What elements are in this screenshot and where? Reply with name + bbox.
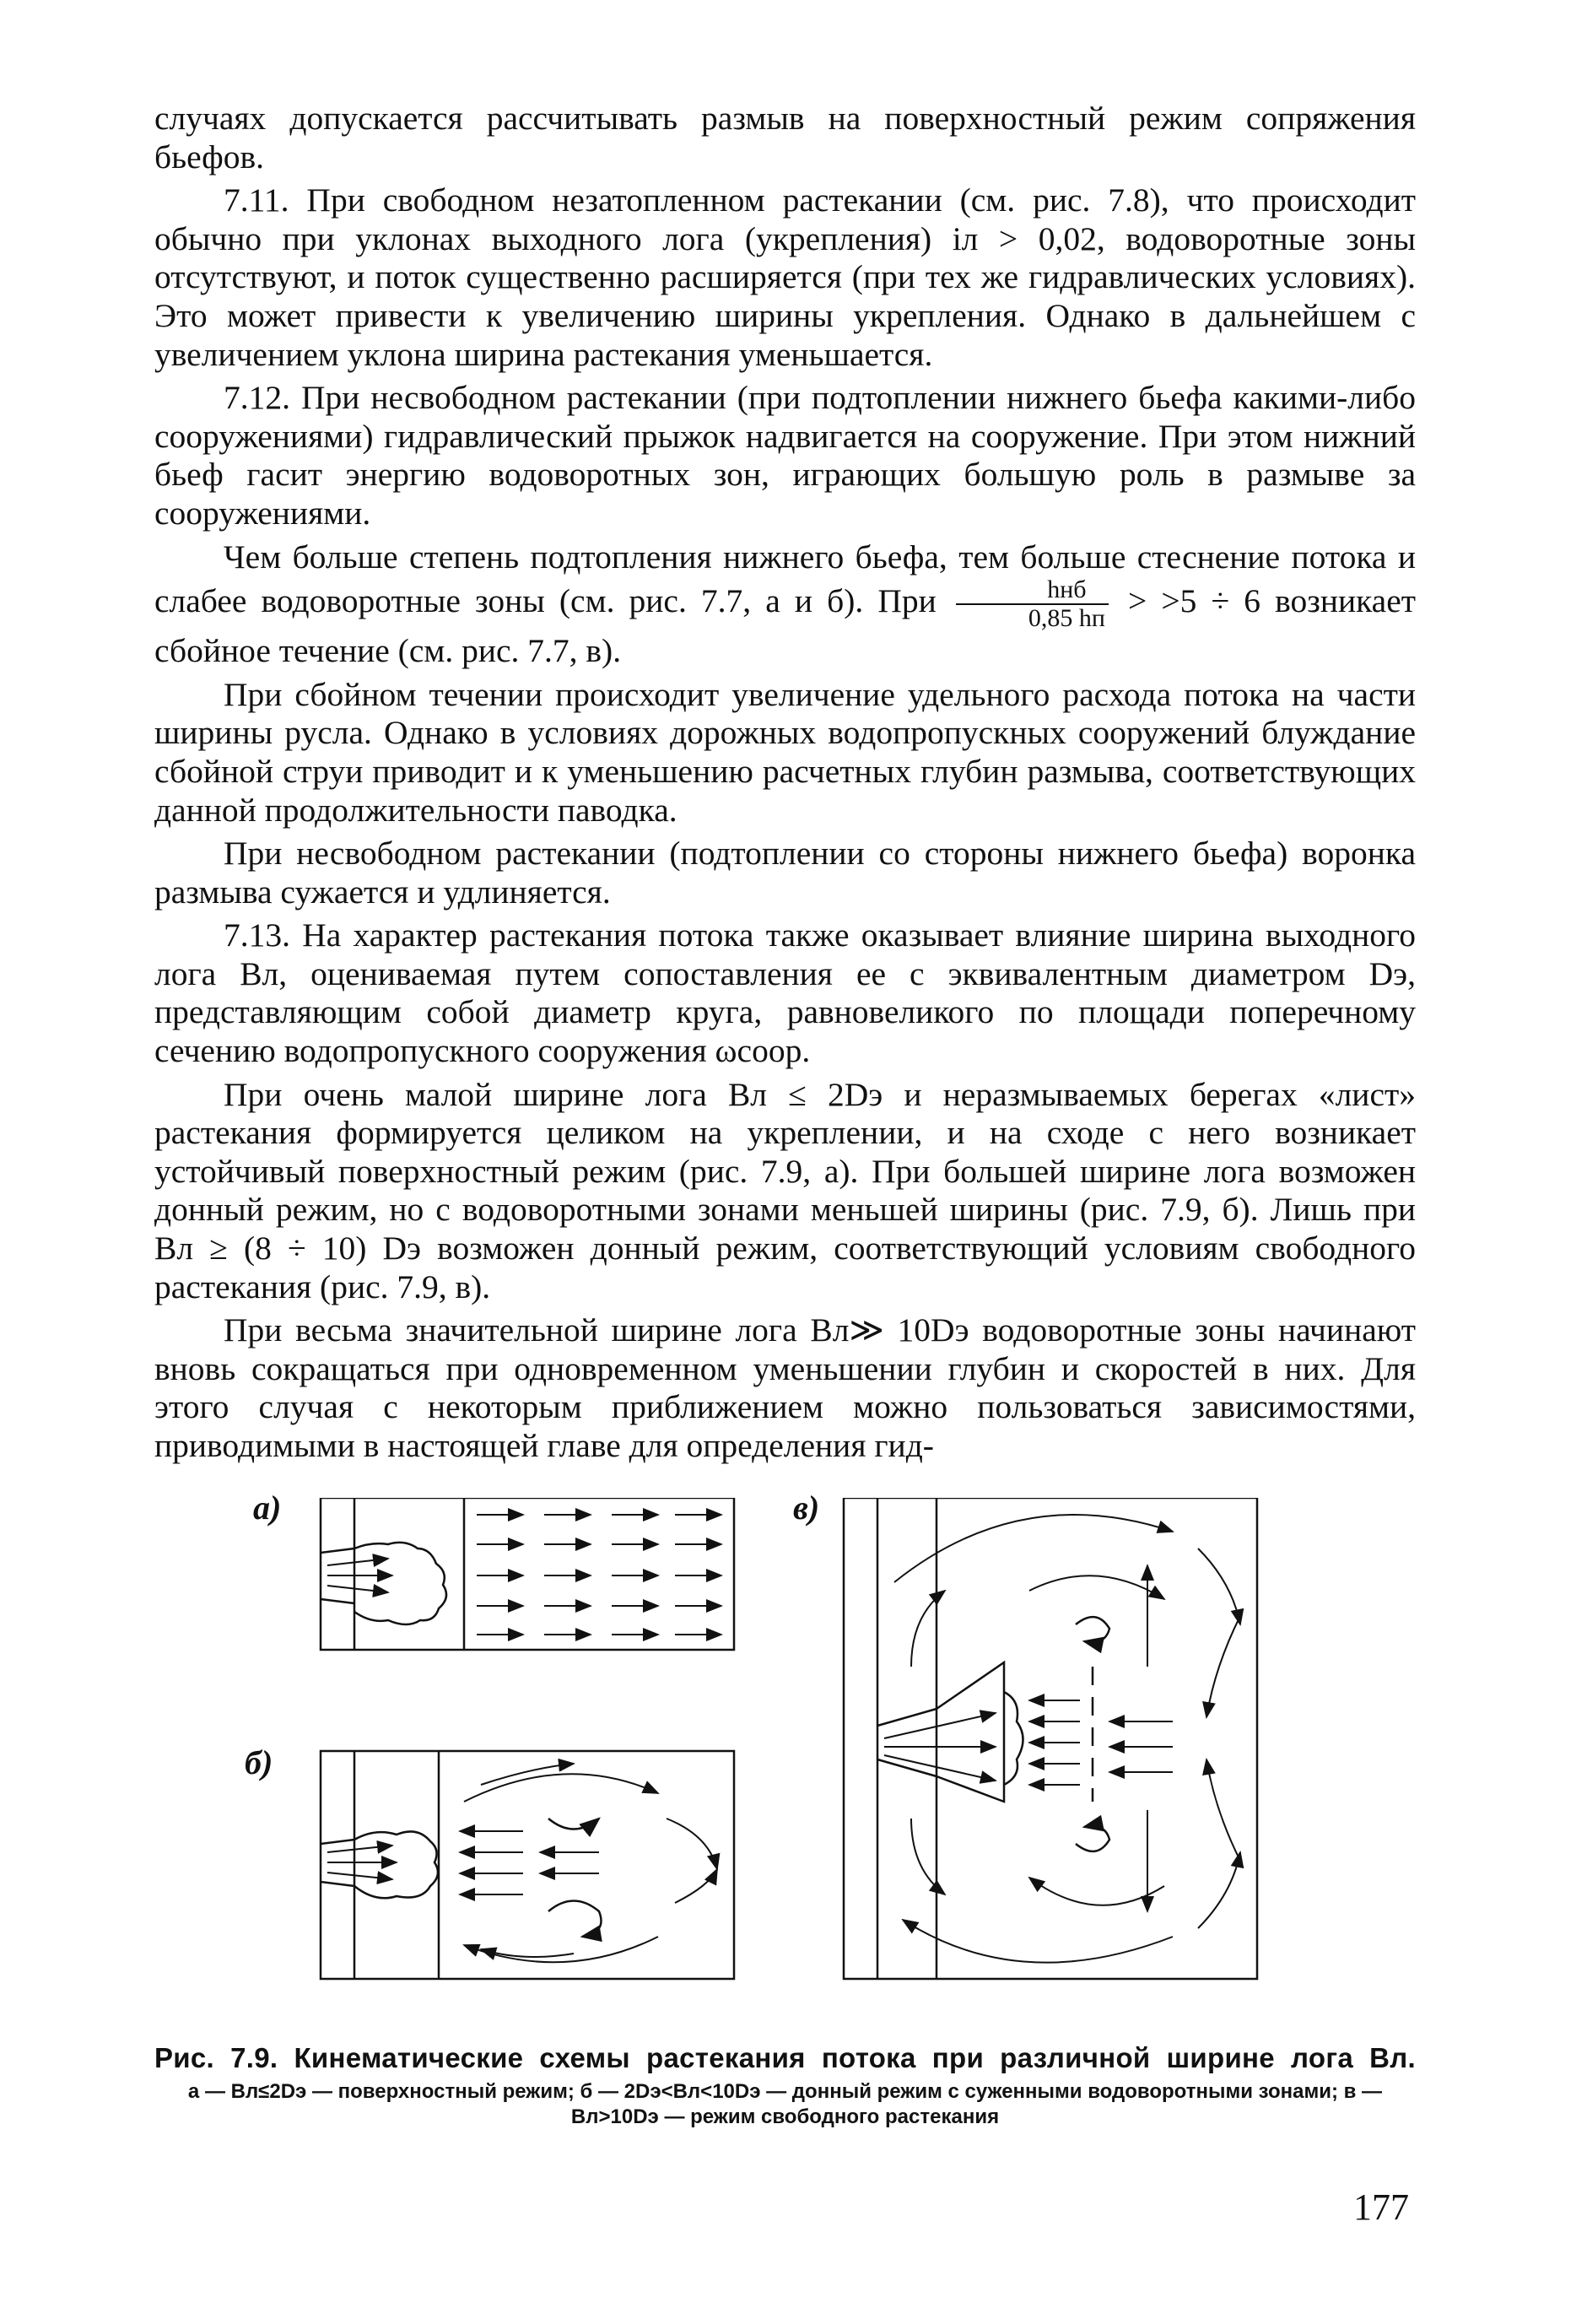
- figure-7-9: [245, 1489, 1266, 1996]
- paragraph: 7.13. На характер растекания потока также оказывает влияние ширина выходного лога Bл, оцениваемая путем сопоставления ее с эквивалентным диаметром Dэ, представляющим собой диаметр круга, равновеликого по площади поперечному сечению водопропускного сооружения ωсоор.: [154, 916, 1416, 1070]
- figure-diagram: [270, 1498, 1266, 1996]
- paragraph: При очень малой ширине лога Bл ≤ 2Dэ и неразмываемых берегах «лист» растекания формируется целиком на укреплении, и на сходе с него возникает устойчивый поверхностный режим (рис. 7.9, а). При большей ширине лога возможен донный режим, но с водоворотными зонами меньшей ширины (рис. 7.9, б). Лишь при Bл ≥ (8 ÷ 10) Dэ возможен донный режим, соответствующий условиям свободного растекания (рис. 7.9, в).: [154, 1075, 1416, 1305]
- fraction-numerator: hнб: [956, 576, 1109, 605]
- paragraph: При весьма значительной ширине лога Bл≫ 10Dэ водоворотные зоны начинают вновь сокращаться при одновременном уменьшении глубин и скоростей в них. Для этого случая с некоторым приближением можно пользоваться зависимостями, приводимыми в настоящей главе для определения гид-: [154, 1311, 1416, 1464]
- page-number: 177: [1353, 2186, 1409, 2228]
- diagram-b: [321, 1751, 734, 1979]
- label-a: а): [253, 1489, 282, 1527]
- paragraph: При сбойном течении происходит увеличение удельного расхода потока на части ширины русла. Однако в условиях дорожных водопропускных сооружений блуждание сбойной струи приводит и к уменьшению расчетных глубин размыва, соответствующих данной продолжительности паводка.: [154, 675, 1416, 829]
- paragraph: 7.12. При несвободном растекании (при подтоплении нижнего бьефа какими-либо сооружениями) гидравлический прыжок надвигается на сооружение. При этом нижний бьеф гасит энергию водоворотных зон, играющих большую роль в размыве за сооружениями.: [154, 379, 1416, 532]
- label-c: в): [793, 1489, 820, 1527]
- caption-legend: а — Bл≤2Dэ — поверхностный режим; б — 2Dэ<Bл<10Dэ — донный режим с суженными водоворотными зонами; в — Bл>10Dэ — режим свободного растекания: [187, 2080, 1383, 2128]
- paragraph: 7.11. При свободном незатопленном растекании (см. рис. 7.8), что происходит обычно при уклонах выходного лога (укрепления) iл > 0,02, водоворотные зоны отсутствуют, и поток существенно расширяется (при тех же гидравлических условиях). Это может привести к увеличению ширины укрепления. Однако в дальнейшем с увеличением уклона ширина растекания уменьшается.: [154, 181, 1416, 373]
- paragraph-text: Чем больше степень подтопления нижнего бьефа, тем больше стеснение потока и слабее водоворотные зоны (см. рис. 7.7, а и б). При: [154, 538, 1416, 620]
- diagram-c: [844, 1498, 1257, 1979]
- paragraph: случаях допускается рассчитывать размыв на поверхностный режим сопряжения бьефов.: [154, 100, 1416, 176]
- fraction: [956, 576, 1109, 632]
- label-b: б): [245, 1743, 273, 1781]
- paragraph: При несвободном растекании (подтоплении со стороны нижнего бьефа) воронка размыва сужается и удлиняется.: [154, 835, 1416, 911]
- caption-title: Рис. 7.9. Кинематические схемы растекания потока при различной ширине лога Bл.: [154, 2042, 1416, 2073]
- body-text: [154, 100, 1416, 1471]
- fraction-denominator: 0,85 hп: [1028, 604, 1105, 633]
- diagram-a: [321, 1498, 734, 1650]
- paragraph-text: > >5 ÷ 6 возникает сбойное течение (см. рис. 7.7, в).: [154, 582, 1417, 670]
- paragraph-with-fraction: [154, 538, 1416, 671]
- figure-caption: [154, 2042, 1416, 2130]
